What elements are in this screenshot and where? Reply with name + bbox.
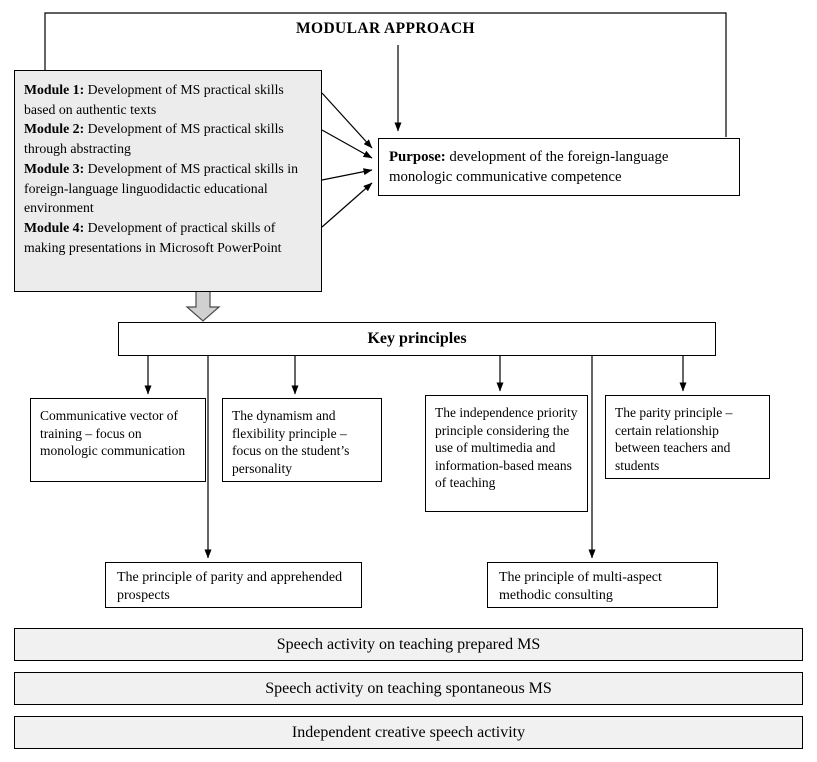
sub-principle-box-1 — [105, 562, 362, 608]
activity-3-text: Independent creative speech activity — [291, 723, 526, 741]
module-1-text: Development of MS practical skills based on authentic texts — [24, 82, 284, 117]
block-arrow-modules-to-key-principles — [187, 291, 219, 321]
principle-box-4 — [605, 395, 770, 479]
principle-4-text: The parity principle – certain relationship between teachers and students — [615, 405, 733, 473]
module-2-text: Development of MS practical skills through abstracting — [24, 121, 284, 157]
modules-box — [14, 70, 322, 292]
key-principles-title: Key principles — [367, 330, 467, 347]
sub-principle-1-text: The principle of parity and apprehended prospects — [117, 570, 343, 603]
module-item-2 — [24, 119, 312, 158]
principle-box-1 — [30, 398, 206, 482]
arrow-module4-to-purpose — [322, 183, 372, 227]
arrow-module3-to-purpose — [322, 170, 372, 180]
activity-bar-3 — [14, 716, 803, 749]
sub-principle-box-2 — [487, 562, 718, 608]
arrow-module1-to-purpose — [322, 93, 372, 148]
purpose-text: development of the foreign-language monologic communicative competence — [389, 149, 669, 185]
module-item-4 — [24, 218, 312, 257]
principle-2-text: The dynamism and flexibility principle – focus on the student’s personality — [232, 408, 350, 476]
principle-1-text: Communicative vector of training – focus on monologic communication — [40, 408, 186, 459]
module-2-label: Module 2: — [24, 121, 85, 137]
activity-bar-2 — [14, 672, 803, 705]
module-4-text: Development of practical skills of making presentations in Microsoft PowerPoint — [24, 219, 282, 255]
purpose-box — [378, 138, 740, 196]
arrow-module2-to-purpose — [322, 130, 372, 158]
module-item-3 — [24, 159, 312, 218]
principle-3-text: The independence priority principle considering the use of multimedia and information-based means of teaching — [435, 405, 578, 491]
module-item-1 — [24, 80, 312, 119]
module-3-label: Module 3: — [24, 160, 85, 176]
activity-2-text: Speech activity on teaching spontaneous MS — [265, 679, 552, 697]
purpose-label: Purpose: — [389, 149, 446, 165]
module-3-text: Development of MS practical skills in foreign-language linguodidactic educational environment — [24, 160, 298, 216]
diagram-title: MODULAR APPROACH — [295, 20, 476, 37]
activity-bar-1 — [14, 628, 803, 661]
activity-1-text: Speech activity on teaching prepared MS — [276, 635, 541, 653]
key-principles-box — [118, 322, 716, 356]
principle-box-2 — [222, 398, 382, 482]
principle-box-3 — [425, 395, 588, 512]
module-1-label: Module 1: — [24, 82, 85, 97]
sub-principle-2-text: The principle of multi-aspect methodic consulting — [499, 570, 662, 603]
module-4-label: Module 4: — [24, 219, 85, 235]
